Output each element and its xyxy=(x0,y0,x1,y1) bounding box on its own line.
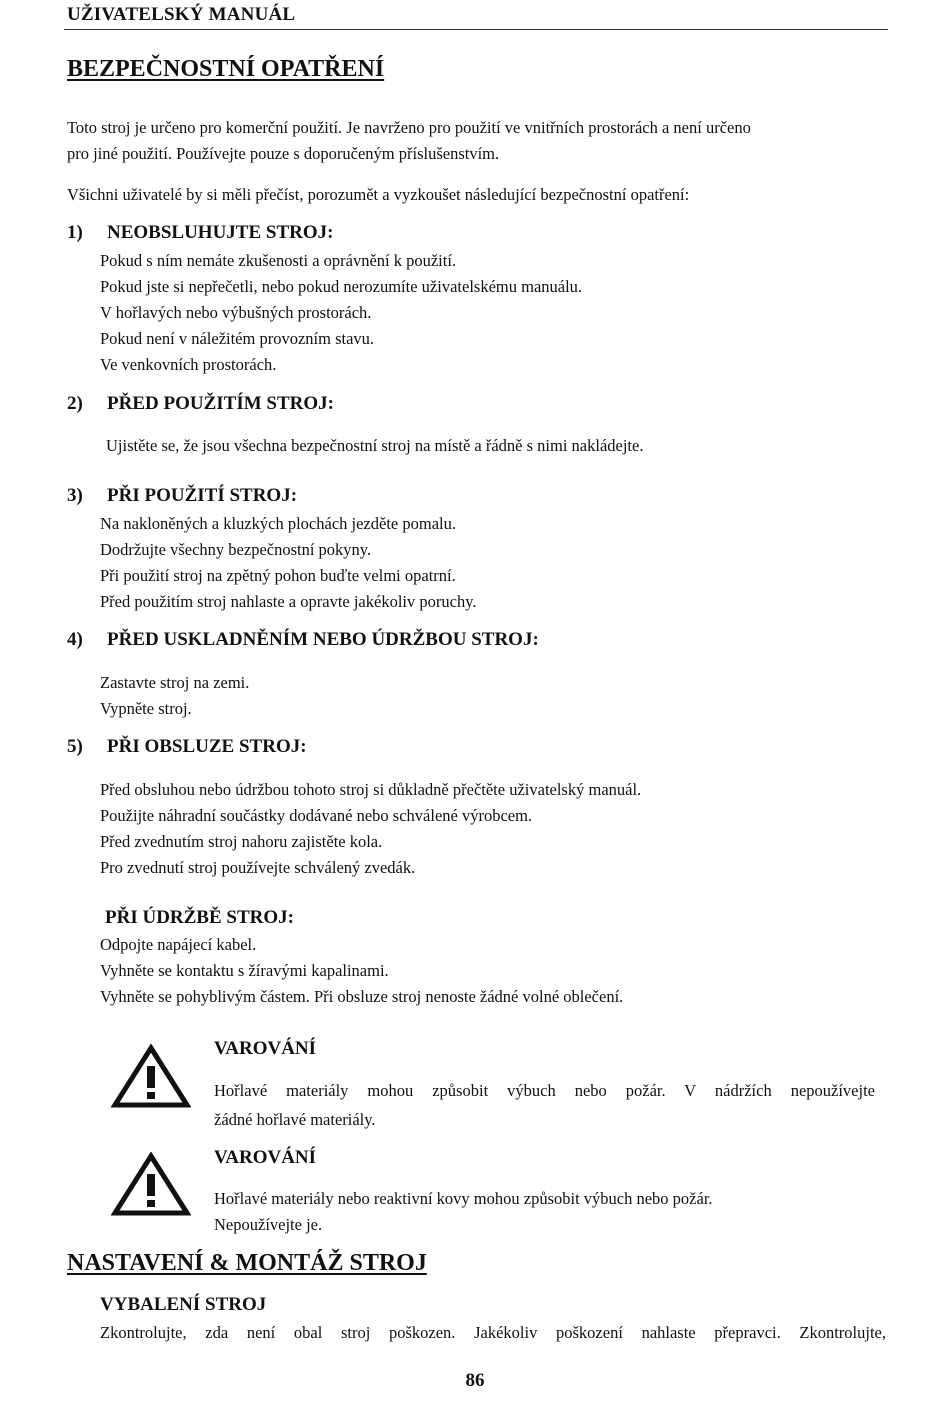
list-item: Před zvednutím stroj nahoru zajistěte kola. xyxy=(100,832,383,851)
intro-line: Toto stroj je určeno pro komerční použití. Je navrženo pro použití ve vnitřních prostorách a není určeno xyxy=(67,118,751,137)
list-item: Při použití stroj na zpětný pohon buďte velmi opatrní. xyxy=(100,566,456,585)
section-title-setup: NASTAVENÍ & MONTÁŽ STROJ xyxy=(67,1250,427,1276)
list-item: Použijte náhradní součástky dodávané nebo schválené výrobcem. xyxy=(100,806,533,825)
maintenance-title: PŘI ÚDRŽBĚ STROJ: xyxy=(105,907,294,928)
list-item: Před obsluhou nebo údržbou tohoto stroj si důkladně přečtěte uživatelský manuál. xyxy=(100,780,642,799)
unpack-title: VYBALENÍ STROJ xyxy=(100,1294,267,1315)
list-item: Pokud není v náležitém provozním stavu. xyxy=(100,329,375,348)
page-number: 86 xyxy=(465,1370,485,1391)
list-item: Pro zvednutí stroj používejte schválený zvedák. xyxy=(100,858,416,877)
lead-paragraph: Všichni uživatelé by si měli přečíst, porozumět a vyzkoušet následující bezpečnostní opatření: xyxy=(67,185,690,204)
list-item: Pokud jste si nepřečetli, nebo pokud nerozumíte uživatelskému manuálu. xyxy=(100,277,583,296)
list-item: Na nakloněných a kluzkých plochách jezděte pomalu. xyxy=(100,514,456,533)
list-item: Dodržujte všechny bezpečnostní pokyny. xyxy=(100,540,372,559)
section-5-title: PŘI OBSLUZE STROJ: xyxy=(107,736,307,757)
list-item: Vyhněte se pohyblivým částem. Při obsluze stroj nenoste žádné volné oblečení. xyxy=(100,987,624,1006)
section-4-number: 4) xyxy=(67,629,83,650)
list-item: Ve venkovních prostorách. xyxy=(100,355,277,374)
list-item: Zastavte stroj na zemi. xyxy=(100,673,250,692)
warning-title: VAROVÁNÍ xyxy=(214,1038,317,1059)
warning-text-line: Nepoužívejte je. xyxy=(214,1215,323,1234)
list-item: Vyhněte se kontaktu s žíravými kapalinami. xyxy=(100,961,389,980)
section-2-number: 2) xyxy=(67,393,83,414)
section-title-safety: BEZPEČNOSTNÍ OPATŘENÍ xyxy=(67,56,385,82)
list-item: V hořlavých nebo výbušných prostorách. xyxy=(100,303,372,322)
section-1-title: NEOBSLUHUJTE STROJ: xyxy=(107,222,334,243)
list-item: Pokud s ním nemáte zkušenosti a oprávnění k použití. xyxy=(100,251,457,270)
running-header: UŽIVATELSKÝ MANUÁL xyxy=(67,4,296,25)
section-3-number: 3) xyxy=(67,485,83,506)
warning-triangle-icon xyxy=(111,1152,191,1216)
warning-triangle-icon xyxy=(111,1044,191,1108)
section-2-title: PŘED POUŽITÍM STROJ: xyxy=(107,393,334,414)
header-rule xyxy=(64,29,888,30)
section-1-number: 1) xyxy=(67,222,83,243)
warning-text-line: žádné hořlavé materiály. xyxy=(214,1110,376,1129)
unpack-text: Zkontrolujte, zda není obal stroj poškozen. Jakékoliv poškození nahlaste přepravci. Zkontrolujte, xyxy=(100,1323,886,1342)
list-item: Ujistěte se, že jsou všechna bezpečnostní stroj na místě a řádně s nimi nakládejte. xyxy=(106,436,644,455)
intro-paragraph xyxy=(67,115,751,167)
section-5-number: 5) xyxy=(67,736,83,757)
warning-title: VAROVÁNÍ xyxy=(214,1147,317,1168)
warning-text-line: Hořlavé materiály nebo reaktivní kovy mohou způsobit výbuch nebo požár. xyxy=(214,1189,713,1208)
list-item: Vypněte stroj. xyxy=(100,699,192,718)
intro-line: pro jiné použití. Používejte pouze s doporučeným příslušenstvím. xyxy=(67,144,500,163)
list-item: Odpojte napájecí kabel. xyxy=(100,935,257,954)
list-item: Před použitím stroj nahlaste a opravte jakékoliv poruchy. xyxy=(100,592,477,611)
section-4-title: PŘED USKLADNĚNÍM NEBO ÚDRŽBOU STROJ: xyxy=(107,629,539,650)
warning-text-line: Hořlavé materiály mohou způsobit výbuch nebo požár. V nádržích nepoužívejte xyxy=(214,1081,875,1100)
section-3-title: PŘI POUŽITÍ STROJ: xyxy=(107,485,298,506)
